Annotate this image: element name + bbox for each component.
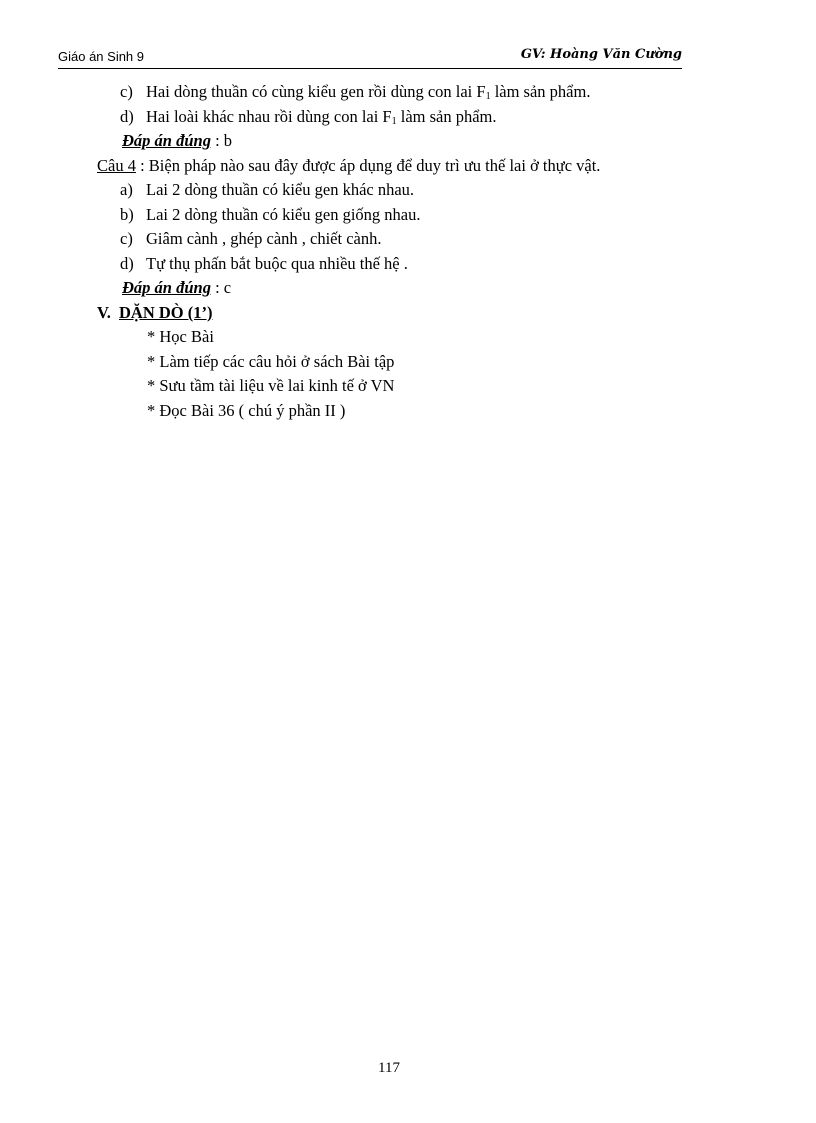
subscript: 1 (391, 116, 397, 127)
q4-question (97, 156, 600, 176)
homework-item: * Sưu tầm tài liệu về lai kinh tế ở VN (147, 376, 395, 395)
homework-item: * Học Bài (147, 327, 214, 346)
answer-label: Đáp án đúng (122, 131, 211, 150)
q4-option-d (120, 254, 408, 274)
option-letter: d) (120, 254, 134, 273)
option-text: Giâm cành , ghép cành , chiết cành. (146, 229, 382, 248)
q3-option-d (120, 107, 497, 127)
q4-option-a (120, 180, 414, 200)
homework-item: * Đọc Bài 36 ( chú ý phần II ) (147, 401, 346, 420)
option-text: Hai dòng thuần có cùng kiểu gen rồi dùng con lai F (146, 82, 486, 101)
question-label: Câu 4 (97, 156, 136, 175)
option-letter: c) (120, 82, 133, 101)
option-letter: c) (120, 229, 133, 248)
q4-option-b (120, 205, 420, 225)
q3-answer (122, 131, 232, 151)
answer-label: Đáp án đúng (122, 278, 211, 297)
option-text: Tự thụ phấn bắt buộc qua nhiều thế hệ . (146, 254, 408, 273)
header-subject: Giáo án Sinh 9 (58, 49, 145, 64)
option-text: Lai 2 dòng thuần có kiểu gen khác nhau. (146, 180, 415, 199)
answer-value: : b (210, 131, 233, 150)
header-teacher: GV: Hoàng Văn Cường (520, 47, 682, 62)
option-text: Hai loài khác nhau rồi dùng con lai F (146, 107, 392, 126)
option-text: Lai 2 dòng thuần có kiểu gen giống nhau. (146, 205, 421, 224)
page-header (58, 46, 682, 69)
section-heading (97, 303, 212, 323)
q4-option-c (120, 229, 382, 249)
option-letter: a) (120, 180, 133, 199)
homework-item: * Làm tiếp các câu hỏi ở sách Bài tập (147, 352, 395, 371)
option-text-end: làm sản phẩm. (490, 82, 591, 101)
q4-answer (122, 278, 231, 298)
subscript: 1 (485, 91, 491, 102)
answer-value: : c (210, 278, 232, 297)
option-text-end: làm sản phẩm. (396, 107, 497, 126)
section-title: DẶN DÒ (1’) (119, 303, 213, 322)
page-number: 117 (378, 1060, 400, 1076)
q3-option-c (120, 82, 590, 102)
question-text: : Biện pháp nào sau đây được áp dụng để duy trì ưu thế lai ở thực vật. (135, 156, 601, 175)
option-letter: b) (120, 205, 134, 224)
option-letter: d) (120, 107, 134, 126)
section-number: V. (97, 303, 111, 322)
